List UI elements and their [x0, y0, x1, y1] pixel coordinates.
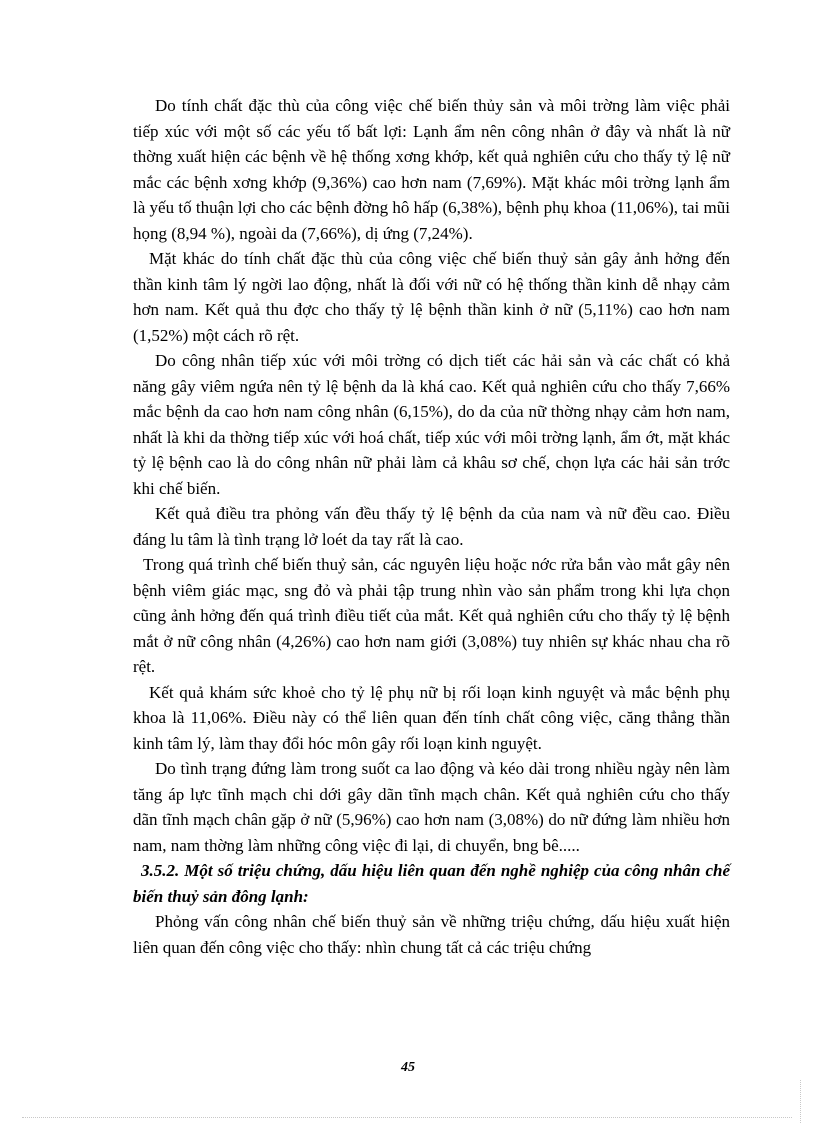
paragraph-eye-diseases: Trong quá trình chế biến thuỷ sản, các nguyên liệu hoặc nớc rửa bắn vào mắt gây nên bệnh viêm giác mạc, sng đỏ và phải tập trung nhìn vào sản phẩm trong khi lựa chọn cũng ảnh hởng đến quá trình điều tiết của mắt. Kết quả nghiên cứu cho thấy tỷ lệ bệnh mắt ở nữ công nhân (4,26%) cao hơn nam giới (3,08%) tuy nhiên sự khác nhau cha rõ rệt. — [133, 555, 730, 676]
paragraph-interview-results: Kết quả điều tra phỏng vấn đều thấy tỷ lệ bệnh da của nam và nữ đều cao. Điều đáng lu tâm là tình trạng lở loét da tay rất là cao. — [133, 504, 730, 549]
page-body — [133, 93, 730, 960]
paragraph-skin-diseases: Do công nhân tiếp xúc với môi trờng có dịch tiết các hải sản và các chất có khả năng gây viêm ngứa nên tỷ lệ bệnh da là khá cao. Kết quả nghiên cứu cho thấy 7,66% mắc bệnh da cao hơn nam công nhân (6,15%), do da của nữ thờng nhạy cảm hơn nam, nhất là khi da thờng tiếp xúc với hoá chất, tiếp xúc với môi trờng lạnh, ẩm ớt, mặt khác tỷ lệ bệnh cao là do công nhân nữ phải làm cả khâu sơ chế, chọn lựa các hải sản trớc khi chế biến. — [133, 351, 730, 498]
page-edge-dotted-line — [22, 1117, 792, 1118]
paragraph-occupational-diseases: Do tính chất đặc thù của công việc chế biến thủy sản và môi trờng làm việc phải tiếp xúc với một số các yếu tố bất lợi: Lạnh ẩm nên công nhân ở đây và nhất là nữ thờng xuất hiện các bệnh về hệ thống xơng khớp, kết quả nghiên cứu cho thấy tỷ lệ nữ mắc các bệnh xơng khớp (9,36%) cao hơn nam (7,69%). Mặt khác môi trờng lạnh ẩm là yếu tố thuận lợi cho các bệnh đờng hô hấp (6,38%), bệnh phụ khoa (11,06%), tai mũi họng (8,94 %), ngoài da (7,66%), dị ứng (7,24%). — [133, 96, 730, 243]
page-number: 45 — [401, 1060, 415, 1075]
paragraph-symptoms-intro: Phỏng vấn công nhân chế biến thuỷ sản về những triệu chứng, dấu hiệu xuất hiện liên quan đến công việc cho thấy: nhìn chung tất cả các triệu chứng — [133, 912, 730, 957]
paragraph-nervous-system: Mặt khác do tính chất đặc thù của công việc chế biến thuỷ sản gây ảnh hởng đến thần kinh tâm lý ngời lao động, nhất là đối với nữ có hệ thống thần kinh dễ nhạy cảm hơn nam. Kết quả thu đợc cho thấy tỷ lệ bệnh thần kinh ở nữ (5,11%) cao hơn nam (1,52%) một cách rõ rệt. — [133, 249, 730, 345]
paragraph-gynecological: Kết quả khám sức khoẻ cho tỷ lệ phụ nữ bị rối loạn kinh nguyệt và mắc bệnh phụ khoa là 11,06%. Điều này có thể liên quan đến tính chất công việc, căng thẳng thần kinh tâm lý, làm thay đổi hóc môn gây rối loạn kinh nguyệt. — [133, 682, 730, 753]
paragraph-varicose-veins: Do tình trạng đứng làm trong suốt ca lao động và kéo dài trong nhiều ngày nên làm tăng áp lực tĩnh mạch chi dới gây dãn tĩnh mạch chân. Kết quả nghiên cứu cho thấy dãn tĩnh mạch chân gặp ở nữ (5,96%) cao hơn nam (3,08%) do nữ đứng làm nhiều hơn nam, nam thờng làm những công việc đi lại, di chuyển, bng bê..... — [133, 759, 730, 855]
page-corner-dotted-line — [800, 1080, 801, 1123]
section-heading: 3.5.2. Một số triệu chứng, dấu hiệu liên quan đến nghề nghiệp của công nhân chế biến thuỷ sản đông lạnh: — [133, 861, 730, 906]
